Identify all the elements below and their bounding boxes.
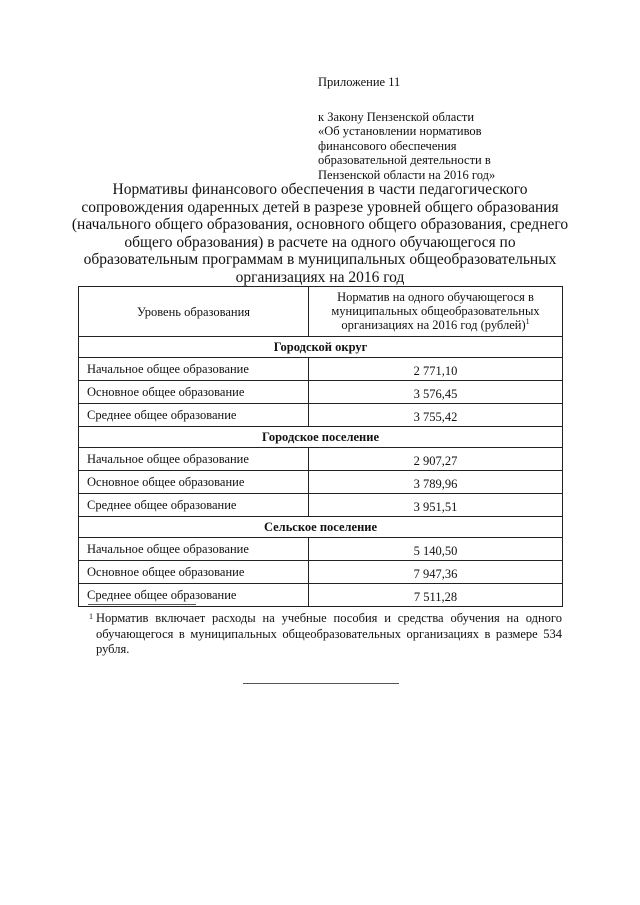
appendix-number: Приложение 11 — [318, 75, 401, 89]
appendix-line: к Закону Пензенской области — [318, 109, 475, 124]
table-row — [79, 404, 563, 427]
table-header-row — [79, 287, 563, 337]
group-row — [79, 427, 563, 448]
value-cell: 3 789,96 — [309, 471, 563, 494]
title-line: Нормативы финансового обеспечения в части педагогического — [112, 181, 528, 198]
value-cell: 7 511,28 — [309, 584, 563, 607]
table-row — [79, 448, 563, 471]
level-cell: Начальное общее образование — [79, 538, 309, 561]
norms-table — [78, 286, 563, 607]
footnote — [89, 611, 562, 658]
col-header-line: организациях на 2016 год (рублей)$^1$ — [341, 316, 530, 332]
level-cell: Начальное общее образование — [79, 358, 309, 381]
group-row — [79, 517, 563, 538]
value-cell: 7 947,36 — [309, 561, 563, 584]
group-row — [79, 337, 563, 358]
level-cell: Начальное общее образование — [79, 448, 309, 471]
appendix-block — [318, 75, 578, 182]
title-line: общего образования) в расчете на одного обучающегося по — [124, 233, 516, 251]
value-cell: 3 576,45 — [309, 381, 563, 404]
value-cell: 2 771,10 — [309, 358, 563, 381]
title-line: сопровождения одаренных детей в разрезе уровней общего образования — [81, 198, 559, 216]
end-divider — [243, 683, 399, 684]
table-row — [79, 538, 563, 561]
col-header-line: муниципальных общеобразовательных — [331, 304, 540, 318]
appendix-line: образовательной деятельности в — [318, 153, 491, 167]
appendix-line: Пензенской области на 2016 год» — [318, 167, 496, 182]
value-cell: 5 140,50 — [309, 538, 563, 561]
level-cell: Основное общее образование — [79, 471, 309, 494]
value-cell: 3 951,51 — [309, 494, 563, 517]
level-cell: Среднее общее образование — [79, 494, 309, 517]
level-cell: Основное общее образование — [79, 381, 309, 404]
table-row — [79, 494, 563, 517]
value-cell: 3 755,42 — [309, 404, 563, 427]
level-cell: Основное общее образование — [79, 561, 309, 584]
footnote-ref: 1 — [525, 316, 530, 326]
table-row — [79, 381, 563, 404]
footnote-mark: 1 — [89, 612, 93, 621]
table-row — [79, 358, 563, 381]
level-cell: Среднее общее образование — [79, 404, 309, 427]
value-cell: 2 907,27 — [309, 448, 563, 471]
col-header-line: Норматив на одного обучающегося в — [337, 290, 534, 304]
document-title — [60, 181, 580, 287]
table-row — [79, 561, 563, 584]
footnote-text: Норматив включает расходы на учебные пособия и средства обучения на одного обучающегося в муниципальных общеобразовательных организациях в размере 534 рубля. — [96, 611, 562, 656]
table-row — [79, 471, 563, 494]
level-cell: Среднее общее образование — [79, 584, 309, 607]
title-line: (начального общего образования, основного общего образования, среднего — [71, 216, 569, 234]
appendix-line: финансового обеспечения — [318, 138, 457, 153]
group-title: Городской округ — [79, 337, 563, 358]
title-line: образовательным программам в муниципальных общеобразовательных — [83, 251, 557, 269]
col-header-level: Уровень образования — [79, 287, 309, 337]
group-title: Сельское поселение — [79, 517, 563, 538]
group-title: Городское поселение — [79, 427, 563, 448]
footnote-divider — [88, 604, 196, 605]
appendix-line: «Об установлении нормативов — [318, 124, 482, 138]
title-line: организациях на 2016 год — [235, 268, 405, 286]
col-header-value — [309, 287, 563, 337]
